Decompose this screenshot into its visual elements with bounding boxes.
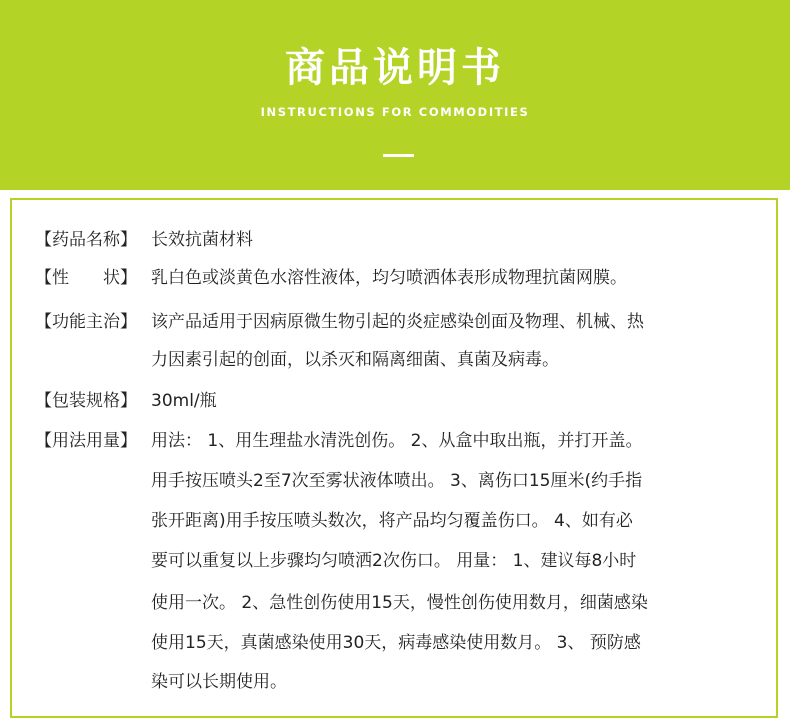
field-name-value: 长效抗菌材料 bbox=[151, 230, 253, 250]
field-usage-line-5: 使用一次。 2、急性创伤使用15天，慢性创伤使用数月，细菌感染 bbox=[151, 593, 648, 613]
field-usage-line-4: 要可以重复以上步骤均匀喷洒2次伤口。 用量： 1、建议每8小时 bbox=[151, 551, 637, 571]
field-usage-line-1: 用法： 1、用生理盐水清洗创伤。 2、从盒中取出瓶，并打开盖。 bbox=[151, 431, 643, 451]
field-indication-label: 【功能主治】 bbox=[35, 312, 137, 332]
field-usage-line-7: 染可以长期使用。 bbox=[151, 672, 287, 692]
field-character-label: 【性 状】 bbox=[35, 268, 137, 288]
page-title: 商品说明书 bbox=[285, 45, 505, 91]
field-character-value: 乳白色或淡黄色水溶性液体，均匀喷洒体表形成物理抗菌网膜。 bbox=[151, 268, 627, 288]
field-indication-line-1: 该产品适用于因病原微生物引起的炎症感染创面及物理、机械、热 bbox=[151, 312, 644, 332]
header-banner bbox=[0, 0, 790, 190]
page-subtitle: INSTRUCTIONS FOR COMMODITIES bbox=[260, 105, 530, 119]
field-usage-line-3: 张开距离)用手按压喷头数次，将产品均匀覆盖伤口。 4、如有必 bbox=[151, 511, 633, 531]
field-usage-line-2: 用手按压喷头2至7次至雾状液体喷出。 3、离伤口15厘米(约手指 bbox=[151, 471, 643, 491]
field-package-value: 30ml/瓶 bbox=[151, 391, 217, 411]
title-divider bbox=[383, 154, 414, 157]
field-indication-line-2: 力因素引起的创面，以杀灭和隔离细菌、真菌及病毒。 bbox=[151, 350, 559, 370]
field-usage-line-6: 使用15天，真菌感染使用30天，病毒感染使用数月。 3、 预防感 bbox=[151, 633, 641, 653]
field-usage-label: 【用法用量】 bbox=[35, 431, 137, 451]
field-name-label: 【药品名称】 bbox=[35, 230, 137, 250]
field-package-label: 【包装规格】 bbox=[35, 391, 137, 411]
